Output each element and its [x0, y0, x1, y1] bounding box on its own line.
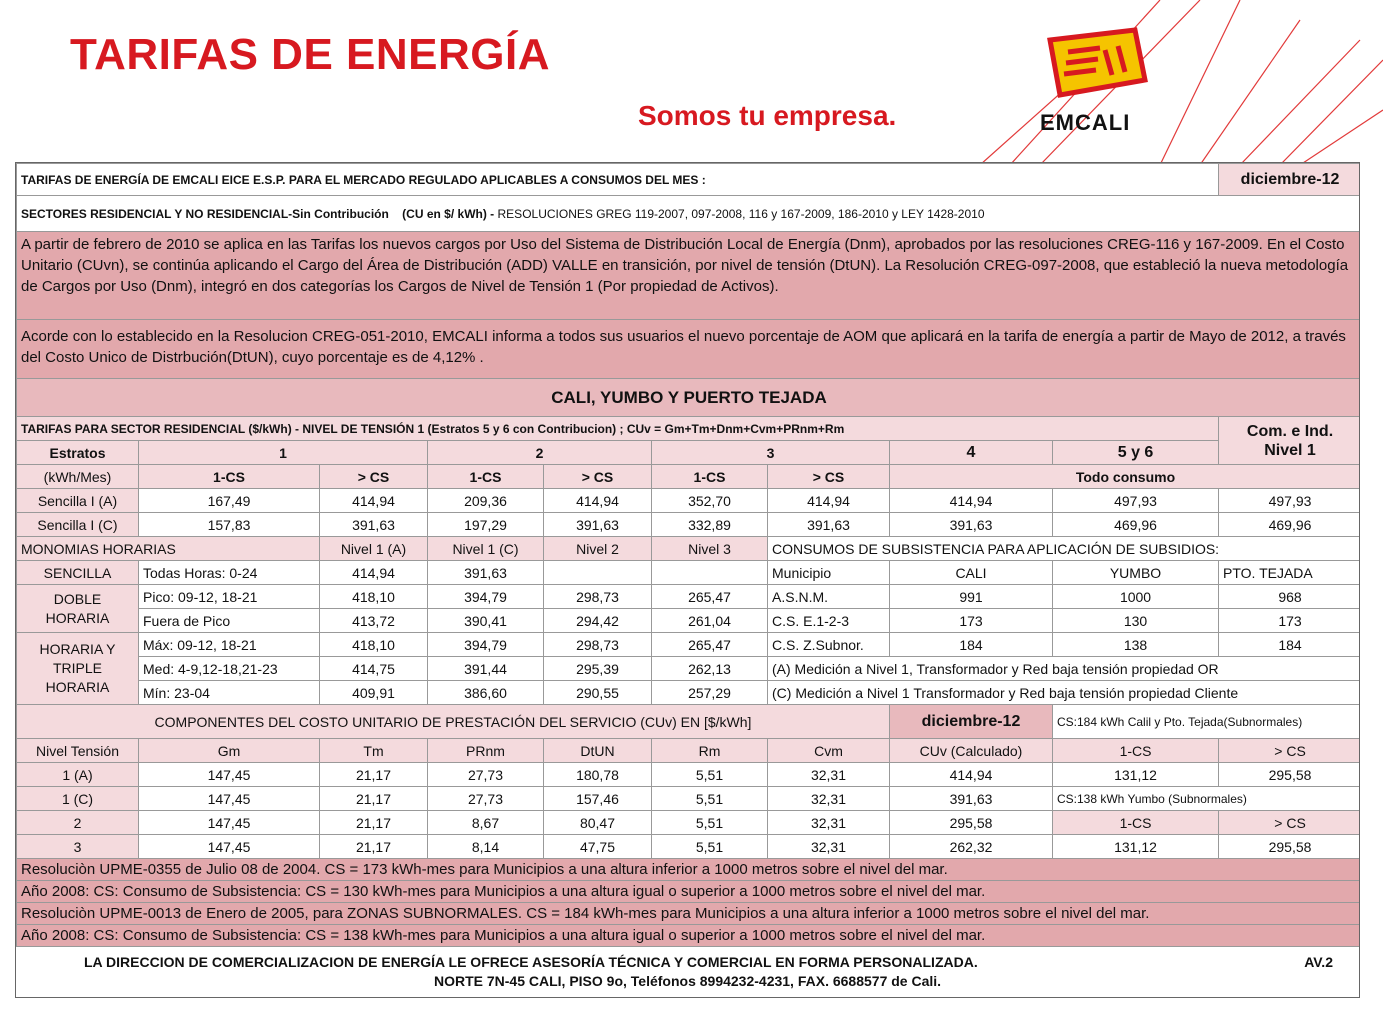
residential-title: TARIFAS PARA SECTOR RESIDENCIAL ($/kWh) - NIVEL DE TENSIÓN 1 (Estratos 5 y 6 con Contribucion) ; CUv = Gm+Tm+Dnm+Cvm+PRnm+Rm [17, 417, 1219, 441]
component-row [17, 811, 1361, 835]
measurement-note-a: (A) Medición a Nivel 1, Transformador y Red baja tensión propiedad OR [768, 657, 1361, 681]
monomias-header-row [17, 537, 1361, 561]
cs-note: Año 2008: CS: Consumo de Subsistencia: CS = 138 kWh-mes para Municipios a una altura igual o superior a 1000 metros sobre el nivel del mar. [17, 925, 1361, 947]
intro-subtitle [17, 196, 1361, 232]
tariff-cell: 413,72 [320, 609, 428, 633]
tariff-cell: 298,73 [544, 633, 652, 657]
note-row [17, 903, 1361, 925]
cs-note: Año 2008: CS: Consumo de Subsistencia: CS = 130 kWh-mes para Municipios a una altura igual o superior a 1000 metros sobre el nivel del mar. [17, 881, 1361, 903]
tariff-cell: 257,29 [652, 681, 768, 705]
component-cell: 21,17 [320, 811, 428, 835]
emcali-logo-icon [1050, 30, 1145, 95]
subsistencia-row-label: A.S.N.M. [768, 585, 890, 609]
estratos-row [17, 441, 1361, 465]
triple-label-line: TRIPLE [52, 660, 102, 676]
cuv-cell: 295,58 [890, 811, 1053, 835]
note-row [17, 859, 1361, 881]
monomia-col-header: Nivel 1 (A) [320, 537, 428, 561]
component-cell: 27,73 [428, 787, 544, 811]
period-label: Máx: 09-12, 18-21 [139, 633, 320, 657]
component-cell: 157,46 [544, 787, 652, 811]
cs138-cell: 295,58 [1219, 835, 1360, 859]
cuv-cell: 262,32 [890, 835, 1053, 859]
period-label: Fuera de Pico [139, 609, 320, 633]
component-cell: 180,78 [544, 763, 652, 787]
tariff-cell: 391,63 [428, 561, 544, 585]
measurement-note-c: (C) Medición a Nivel 1 Transformador y Red baja tensión propiedad Cliente [768, 681, 1361, 705]
component-cell: 32,31 [768, 763, 890, 787]
tariff-cell: 409,91 [320, 681, 428, 705]
doble-label-line: HORARIA [45, 609, 110, 626]
period-label: Med: 4-9,12-18,21-23 [139, 657, 320, 681]
nivel-label: 1 (C) [17, 787, 139, 811]
components-month: diciembre-12 [890, 705, 1053, 739]
doble-horaria-label [17, 585, 139, 633]
component-cell: 147,45 [139, 763, 320, 787]
sub-header: > CS [768, 465, 890, 489]
tariff-cell: 157,83 [139, 513, 320, 537]
component-cell: 32,31 [768, 787, 890, 811]
tariff-cell: 295,39 [544, 657, 652, 681]
monomia-col-header: Nivel 1 (C) [428, 537, 544, 561]
municipio-header: YUMBO [1053, 561, 1219, 585]
row-label: Sencilla I (C) [17, 513, 139, 537]
note-row [17, 881, 1361, 903]
cs-note: Resoluciòn UPME-0355 de Julio 08 de 2004. CS = 173 kWh-mes para Municipios a una altura inferior a 1000 metros sobre el nivel del mar. [17, 859, 1361, 881]
component-header: Tm [320, 739, 428, 763]
components-title: COMPONENTES DEL COSTO UNITARIO DE PRESTACIÓN DEL SERVICIO (CUv) EN [$/kWh] [17, 705, 890, 739]
subsistencia-cell: 173 [1219, 609, 1360, 633]
subsistencia-cell: 173 [890, 609, 1053, 633]
intro-row-2 [17, 196, 1361, 232]
page-title: TARIFAS DE ENERGÍA [70, 30, 551, 79]
tariff-cell [652, 561, 768, 585]
component-cell: 5,51 [652, 835, 768, 859]
tariff-cell: 391,63 [544, 513, 652, 537]
component-header: PRnm [428, 739, 544, 763]
tariff-cell: 209,36 [428, 489, 544, 513]
tariff-cell: 390,41 [428, 609, 544, 633]
com-ind-header [1219, 417, 1360, 465]
tariff-cell: 167,49 [139, 489, 320, 513]
tariff-cell: 497,93 [1219, 489, 1360, 513]
cs138-header: 1-CS [1053, 811, 1219, 835]
residential-row [17, 489, 1361, 513]
municipio-header: CALI [890, 561, 1053, 585]
subsistencia-cell: 968 [1219, 585, 1360, 609]
subsistencia-title: CONSUMOS DE SUBSISTENCIA PARA APLICACIÓN DE SUBSIDIOS: [768, 537, 1361, 561]
tariff-cell: 265,47 [652, 633, 768, 657]
cs-note: Resoluciòn UPME-0013 de Enero de 2005, para ZONAS SUBNORMALES. CS = 184 kWh-mes para Municipios a una altura inferior a 1000 metros sobre el nivel del mar. [17, 903, 1361, 925]
sub-header: 1-CS [652, 465, 768, 489]
tariff-cell: 298,73 [544, 585, 652, 609]
component-cell: 5,51 [652, 811, 768, 835]
estrato-3-header: 3 [652, 441, 890, 465]
footer [16, 947, 1359, 998]
component-cell: 147,45 [139, 835, 320, 859]
municipio-header: Municipio [768, 561, 890, 585]
decorative-swoosh-lines [980, 0, 1383, 165]
subsistencia-row-label: C.S. Z.Subnor. [768, 633, 890, 657]
tariff-cell: 414,94 [544, 489, 652, 513]
estrato-56-header: 5 y 6 [1053, 441, 1219, 465]
components-header-row [17, 739, 1361, 763]
unit-label: (CU en $/ kWh) - [402, 206, 495, 221]
region-title: CALI, YUMBO Y PUERTO TEJADA [17, 379, 1361, 417]
tariff-cell: 414,94 [320, 489, 428, 513]
period-label: Mín: 23-04 [139, 681, 320, 705]
component-row [17, 835, 1361, 859]
region-row [17, 379, 1361, 417]
cs138-cell: 131,12 [1053, 835, 1219, 859]
tariff-cell: 261,04 [652, 609, 768, 633]
component-cell: 21,17 [320, 763, 428, 787]
triple-row [17, 681, 1361, 705]
tariff-cell: 414,75 [320, 657, 428, 681]
tariff-cell: 294,42 [544, 609, 652, 633]
component-header: Cvm [768, 739, 890, 763]
cuv-cell: 414,94 [890, 763, 1053, 787]
intro-title: TARIFAS DE ENERGÍA DE EMCALI EICE E.S.P. PARA EL MERCADO REGULADO APLICABLES A CONSUMOS DEL MES : [17, 164, 1219, 196]
tariff-cell: 414,94 [890, 489, 1053, 513]
tariff-cell: 332,89 [652, 513, 768, 537]
row-label: Sencilla I (A) [17, 489, 139, 513]
component-cell: 147,45 [139, 787, 320, 811]
brand-banner [600, 0, 1383, 165]
component-cell: 27,73 [428, 763, 544, 787]
estratos-label: Estratos [17, 441, 139, 465]
estrato-4-header: 4 [890, 441, 1053, 465]
tariff-cell: 352,70 [652, 489, 768, 513]
tariff-cell: 497,93 [1053, 489, 1219, 513]
component-header: Nivel Tensión [17, 739, 139, 763]
cs-subheader-row [17, 465, 1361, 489]
component-header: Gm [139, 739, 320, 763]
nivel-label: 1 (A) [17, 763, 139, 787]
tariff-cell: 469,96 [1053, 513, 1219, 537]
component-header: DtUN [544, 739, 652, 763]
cs184-cell: 295,58 [1219, 763, 1360, 787]
cs184-cell: 131,12 [1053, 763, 1219, 787]
component-header: Rm [652, 739, 768, 763]
monomia-col-header: Nivel 2 [544, 537, 652, 561]
component-row [17, 763, 1361, 787]
tariff-cell: 414,94 [768, 489, 890, 513]
com-ind-label: Com. e Ind. [1246, 422, 1334, 440]
subsistencia-row-label: C.S. E.1-2-3 [768, 609, 890, 633]
note-row [17, 925, 1361, 947]
subsistencia-cell: 184 [1219, 633, 1360, 657]
component-cell: 21,17 [320, 835, 428, 859]
subsistencia-cell: 1000 [1053, 585, 1219, 609]
component-cell: 47,75 [544, 835, 652, 859]
footer-line-1: LA DIRECCION DE COMERCIALIZACION DE ENERGÍA LE OFRECE ASESORÍA TÉCNICA Y COMERCIAL EN FORMA PERSONALIZADA. [84, 954, 978, 970]
tariff-cell: 394,79 [428, 585, 544, 609]
nivel-label: 2 [17, 811, 139, 835]
nivel-label: 3 [17, 835, 139, 859]
cs184-title: CS:184 kWh Calil y Pto. Tejada(Subnormales) [1053, 705, 1361, 739]
tariff-cell: 391,44 [428, 657, 544, 681]
sub-header: > CS [320, 465, 428, 489]
sectores-label: SECTORES RESIDENCIAL Y NO RESIDENCIAL-Sin Contribución [21, 206, 389, 221]
tariff-cell: 262,13 [652, 657, 768, 681]
subsistencia-cell: 130 [1053, 609, 1219, 633]
component-cell: 32,31 [768, 835, 890, 859]
components-title-row [17, 705, 1361, 739]
tariff-cell: 386,60 [428, 681, 544, 705]
todo-consumo-header: Todo consumo [890, 465, 1361, 489]
cs184-header: 1-CS [1053, 739, 1219, 763]
subsistencia-cell: 138 [1053, 633, 1219, 657]
tariff-table [16, 163, 1360, 947]
component-cell: 21,17 [320, 787, 428, 811]
estrato-2-header: 2 [428, 441, 652, 465]
triple-row [17, 633, 1361, 657]
intro-paragraph-2: Acorde con lo establecido en la Resolucion CREG-051-2010, EMCALI informa a todos sus usuarios el nuevo porcentaje de AOM que aplicará en la tarifa de energía a partir de Mayo de 2012, a través del Costo Unico de Distrbución(DtUN), cuyo porcentaje es de 4,12% . [17, 320, 1361, 379]
brand-slogan: Somos tu empresa. [638, 100, 897, 131]
component-cell: 80,47 [544, 811, 652, 835]
sub-header: 1-CS [428, 465, 544, 489]
period-label: Pico: 09-12, 18-21 [139, 585, 320, 609]
sencilla-label: SENCILLA [17, 561, 139, 585]
tariff-sheet [15, 162, 1360, 998]
tariff-cell: 394,79 [428, 633, 544, 657]
triple-row [17, 657, 1361, 681]
tariff-cell: 469,96 [1219, 513, 1360, 537]
tariff-cell: 290,55 [544, 681, 652, 705]
subsistencia-cell: 184 [890, 633, 1053, 657]
estrato-1-header: 1 [139, 441, 428, 465]
triple-horaria-label [17, 633, 139, 705]
cs138-title: CS:138 kWh Yumbo (Subnormales) [1053, 787, 1361, 811]
component-row [17, 787, 1361, 811]
cs138-header: > CS [1219, 811, 1360, 835]
footer-version: AV.2 [1304, 954, 1333, 970]
intro-paragraph-1: A partir de febrero de 2010 se aplica en las Tarifas los nuevos cargos por Uso del Sistema de Distribución Local de Energía (Dnm), aprobados por las resoluciones CREG-116 y 167-2009. En el Costo Unitario (CUvn), se continúa aplicando el Cargo del Área de Distribución (ADD) VALLE en transición, por nivel de tensión (DtUN). La Resolución CREG-097-2008, que estableció la nueva metodología de Cargos por Uso (Dnm), integró en dos categorías los Cargos de Nivel de Tensión 1 (Por propiedad de Activos). [17, 232, 1361, 320]
sencilla-row [17, 561, 1361, 585]
component-cell: 147,45 [139, 811, 320, 835]
doble-row [17, 585, 1361, 609]
monomia-col-header: Nivel 3 [652, 537, 768, 561]
component-cell: 5,51 [652, 787, 768, 811]
resoluciones-label: RESOLUCIONES GREG 119-2007, 097-2008, 116 y 167-2009, 186-2010 y LEY 1428-2010 [497, 206, 985, 221]
cuv-cell: 391,63 [890, 787, 1053, 811]
tariff-cell: 414,94 [320, 561, 428, 585]
municipio-header: PTO. TEJADA [1219, 561, 1360, 585]
residential-title-row [17, 417, 1361, 441]
component-cell: 8,67 [428, 811, 544, 835]
period-label: Todas Horas: 0-24 [139, 561, 320, 585]
tariff-cell: 418,10 [320, 633, 428, 657]
subsistencia-cell: 991 [890, 585, 1053, 609]
residential-row [17, 513, 1361, 537]
tariff-cell: 391,63 [890, 513, 1053, 537]
component-header: CUv (Calculado) [890, 739, 1053, 763]
nivel-1-label: Nivel 1 [1264, 441, 1316, 459]
tariff-cell: 197,29 [428, 513, 544, 537]
tariff-cell: 265,47 [652, 585, 768, 609]
sub-header: > CS [544, 465, 652, 489]
component-cell: 32,31 [768, 811, 890, 835]
doble-label-line: DOBLE [53, 590, 102, 607]
tariff-cell: 391,63 [320, 513, 428, 537]
intro-paragraph-row-1 [17, 232, 1361, 320]
intro-paragraph-row-2 [17, 320, 1361, 379]
doble-row [17, 609, 1361, 633]
triple-label-line: HORARIA [45, 679, 110, 695]
month-label: diciembre-12 [1219, 164, 1360, 196]
brand-wordmark: EMCALI [1040, 110, 1131, 135]
component-cell: 5,51 [652, 763, 768, 787]
sub-header: 1-CS [139, 465, 320, 489]
tariff-cell: 391,63 [768, 513, 890, 537]
tariff-cell [544, 561, 652, 585]
monomias-title: MONOMIAS HORARIAS [17, 537, 320, 561]
tariff-cell: 418,10 [320, 585, 428, 609]
triple-label-line: HORARIA Y [39, 641, 116, 657]
footer-line-2: NORTE 7N-45 CALI, PISO 9o, Teléfonos 8994232-4231, FAX. 6688577 de Cali. [433, 973, 942, 989]
component-cell: 8,14 [428, 835, 544, 859]
intro-row-1 [17, 164, 1361, 196]
cs184-header: > CS [1219, 739, 1360, 763]
kwh-mes-label: (kWh/Mes) [17, 465, 139, 489]
